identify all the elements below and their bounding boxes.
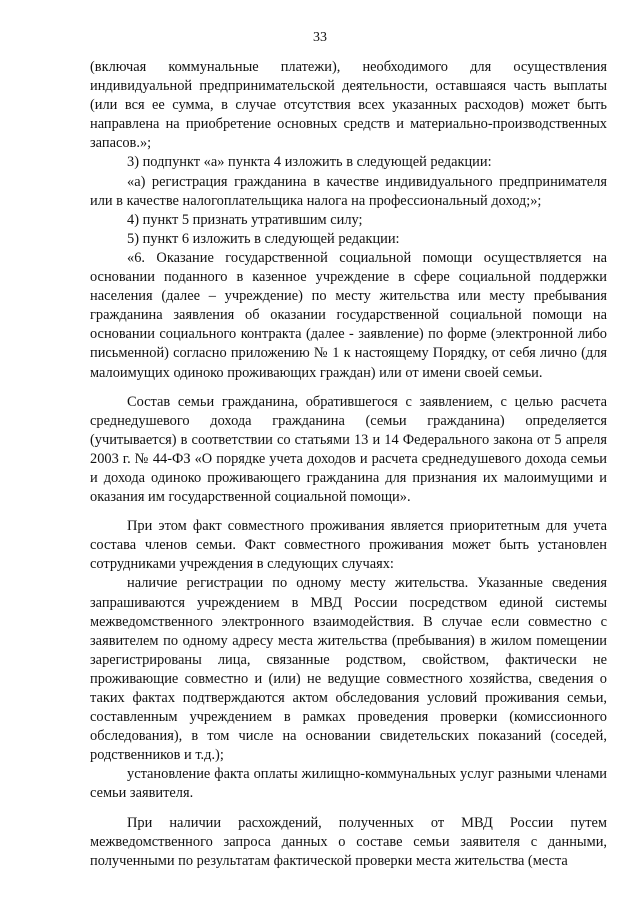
document-body [90, 58, 607, 871]
page-number: 33 [313, 30, 327, 45]
paragraph-subitem-3: 3) подпункт «а» пункта 4 изложить в следующей редакции: [127, 154, 492, 171]
paragraph-discrepancies: При наличии расхождений, полученных от МВД России путем межведомственного запроса данных о составе семьи заявителя с данными, полученными по результатам фактической проверки места жительства (места [90, 814, 607, 869]
paragraph-continuation: (включая коммунальные платежи), необходимого для осуществления индивидуальной предпринимательской деятельности, оставшаяся часть выплаты (или вся ее сумма, в случае отсутствия всех указанных расходов) может быть направлена на приобретение основных средств и материально-производственных запасов.»; [90, 59, 607, 152]
paragraph-family-composition: Состав семьи гражданина, обратившегося с заявлением, с целью расчета среднедушевого дохода гражданина (семьи гражданина) определяется (учитывается) в соответствии со статьями 13 и 14 Федерального закона от 5 апреля 2003 г. № 44-ФЗ «О порядке учета доходов и расчета среднедушевого дохода семьи и дохода одиноко проживающего гражданина для признания их малоимущими и оказания им государственной социальной помощи». [90, 393, 607, 506]
paragraph-cohabitation: При этом факт совместного проживания является приоритетным для учета состава членов семьи. Факт совместного проживания может быть установлен сотрудниками учреждения в следующих случаях: [90, 518, 607, 573]
paragraph-subitem-a: «а) регистрация гражданина в качестве индивидуального предпринимателя или в качестве налогоплательщика налога на профессиональный доход;»; [90, 173, 607, 209]
paragraph-subitem-5: 5) пункт 6 изложить в следующей редакции: [127, 230, 400, 247]
paragraph-registration: наличие регистрации по одному месту жительства. Указанные сведения запрашиваются учреждением в МВД России посредством единой системы межведомственного электронного взаимодействия. В случае если совместно с заявителем по одному адресу места жительства (пребывания) в жилом помещении зарегистрированы лица, связанные родством, свойством, фактически не проживающие совместно и (или) не ведущие совместного хозяйства, сведения о таких фактах подтверждаются актом обследования условий проживания семьи, составленным учреждением в рамках проведения проверки (комиссионного обследования), в том числе на основании свидетельских показаний (соседей, родственников и т.д.); [90, 575, 607, 764]
paragraph-subitem-4: 4) пункт 5 признать утратившим силу; [127, 211, 363, 228]
paragraph-clause-6: «6. Оказание государственной социальной помощи осуществляется на основании поданного в казенное учреждение в сфере социальной поддержки населения (далее – учреждение) по месту жительства или месту пребывания гражданина заявления об оказании государственной социальной помощи на основании социального контракта (далее - заявление) по форме (электронной либо письменной) согласно приложению № 1 к настоящему Порядку, от себя лично (для малоимущих одиноко проживающих граждан) или от имени своей семьи. [90, 249, 607, 381]
paragraph-utility-payment: установление факта оплаты жилищно-коммунальных услуг разными членами семьи заявителя. [90, 766, 607, 802]
